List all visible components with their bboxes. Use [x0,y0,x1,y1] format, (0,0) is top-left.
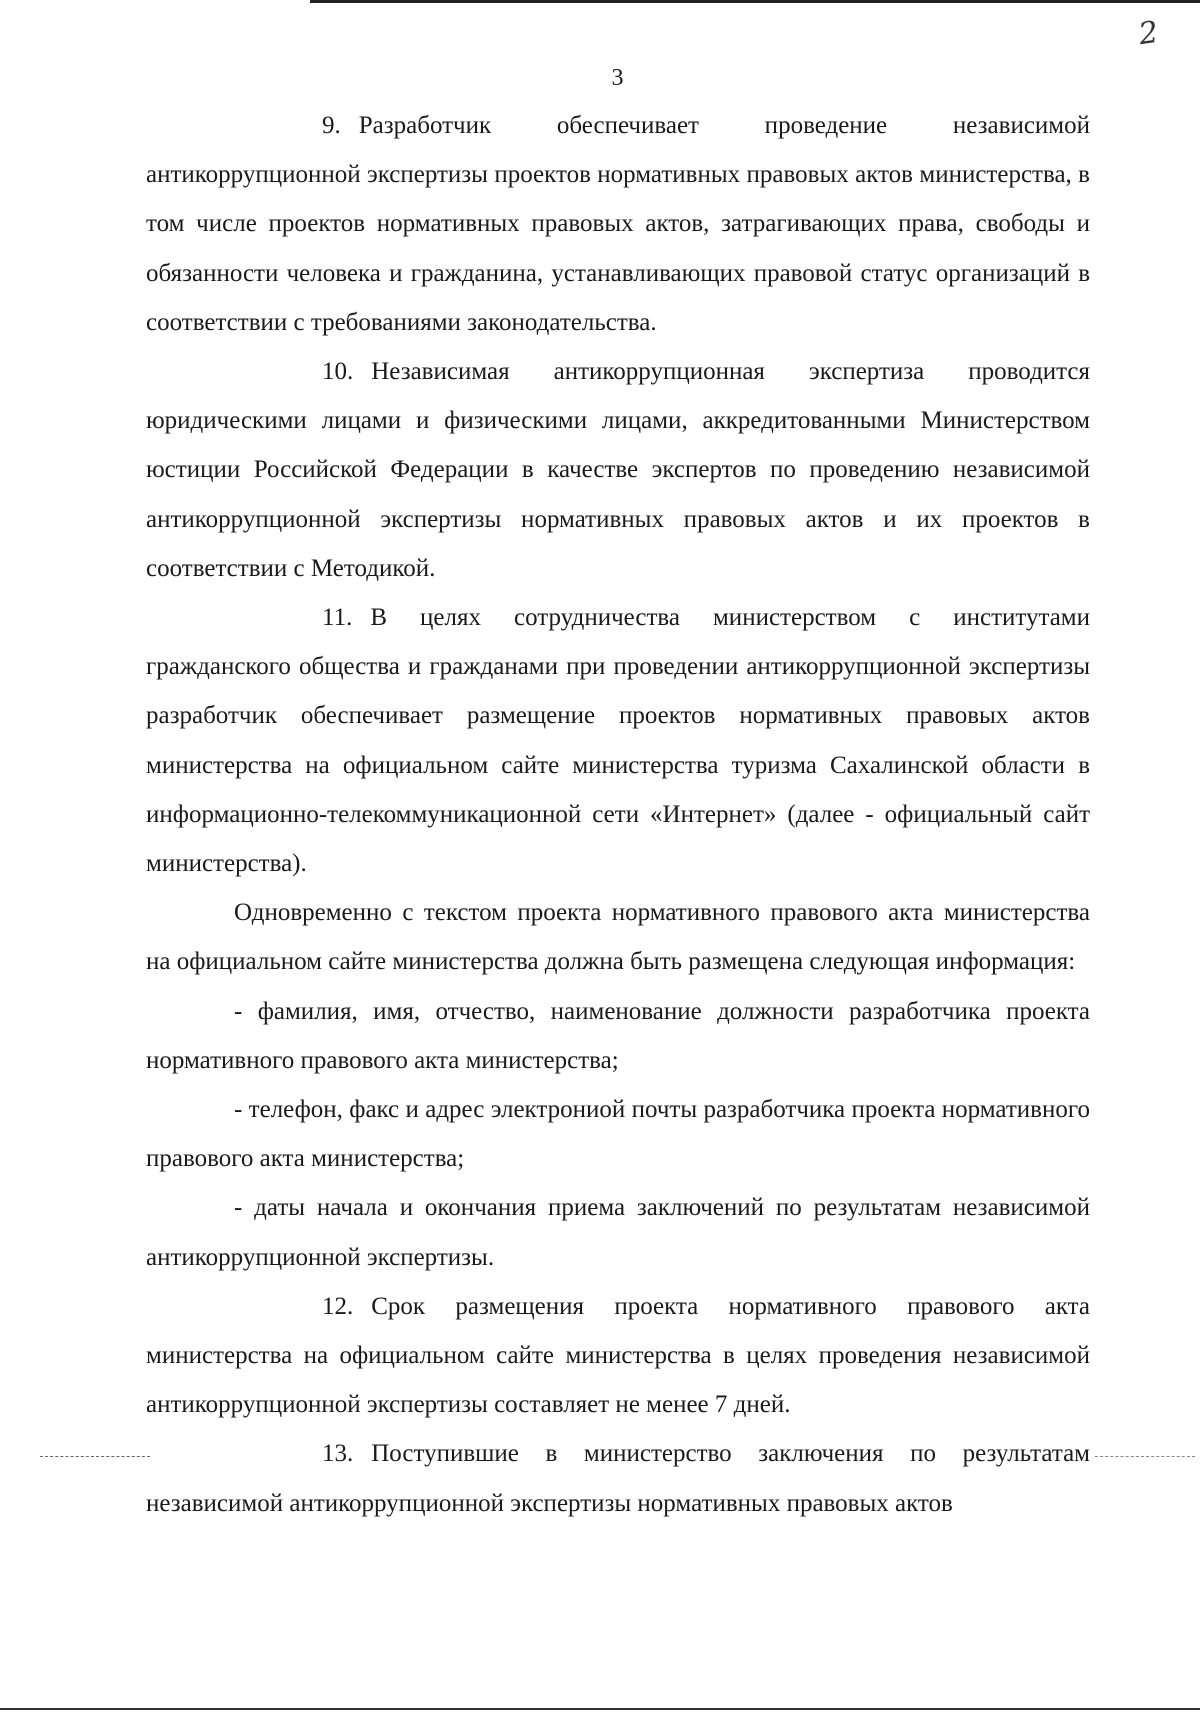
paragraph-text: Разработчик обеспечивает проведение независимой антикоррупционной экспертизы проектов нормативных правовых актов министерства, в том числе проектов нормативных правовых актов, затрагивающих права, свободы и обязанности человека и гражданина, устанавливающих правовой статус организаций в соответствии с требованиями законодательства. [146,112,1090,336]
list-item-developer-contacts [146,1085,1090,1183]
paragraph-text: Независимая антикоррупционная экспертиза проводится юридическими лицами и физическими лицами, аккредитованными Министерством юстиции Российской Федерации в качестве экспертов по проведению независимой антикоррупционной экспертизы нормативных правовых актов и их проектов в соответствии с Методикой. [146,358,1090,582]
item-number: 10. [322,358,354,386]
paragraph-13 [146,1429,1090,1527]
page-number: 3 [611,65,624,91]
scan-artifact-line [1095,1456,1195,1457]
list-item-developer-name [146,987,1090,1085]
bottom-border-line [0,1708,1200,1710]
paragraph-12 [146,1282,1090,1430]
paragraph-10 [146,347,1090,593]
paragraph-text: Срок размещения проекта нормативного правового акта министерства на официальном сайте министерства в целях проведения независимой антикоррупционной экспертизы составляет не менее 7 дней. [146,1292,1090,1419]
item-number: 9. [322,112,341,139]
item-number: 13. [322,1440,354,1468]
paragraph-text: - даты начала и окончания приема заключений по результатам независимой антикоррупционной экспертизы. [146,1194,1090,1271]
handwritten-sheet-mark: 2 [1136,14,1161,53]
item-number: 11. [322,604,353,632]
item-number: 12. [322,1292,354,1320]
paragraph-publication-info [146,888,1090,986]
paragraph-text: - фамилия, имя, отчество, наименование должности разработчика проекта нормативного правового акта министерства; [146,997,1090,1074]
paragraph-text: Одновременно с текстом проекта нормативного правового акта министерства на официальном сайте министерства должна быть размещена следующая информация: [146,899,1090,976]
paragraph-text: В целях сотрудничества министерством с институтами гражданского общества и гражданами при проведении антикоррупционной экспертизы разработчик обеспечивает размещение проектов нормативных правовых актов министерства на официальном сайте министерства туризма Сахалинской области в информационно-телекоммуникационной сети «Интернет» (далее - официальный сайт министерства). [146,604,1090,878]
scan-artifact-line [40,1456,150,1457]
paragraph-text: - телефон, факс и адрес электрониой почты разработчика проекта нормативного правового акта министерства; [146,1096,1090,1173]
top-border-line [310,0,1200,3]
document-body [146,101,1090,1528]
paragraph-9 [146,101,1090,347]
paragraph-text: Поступившие в министерство заключения по результатам независимой антикоррупционной экспертизы нормативных правовых актов [146,1440,1090,1517]
paragraph-11 [146,593,1090,888]
list-item-dates [146,1183,1090,1281]
